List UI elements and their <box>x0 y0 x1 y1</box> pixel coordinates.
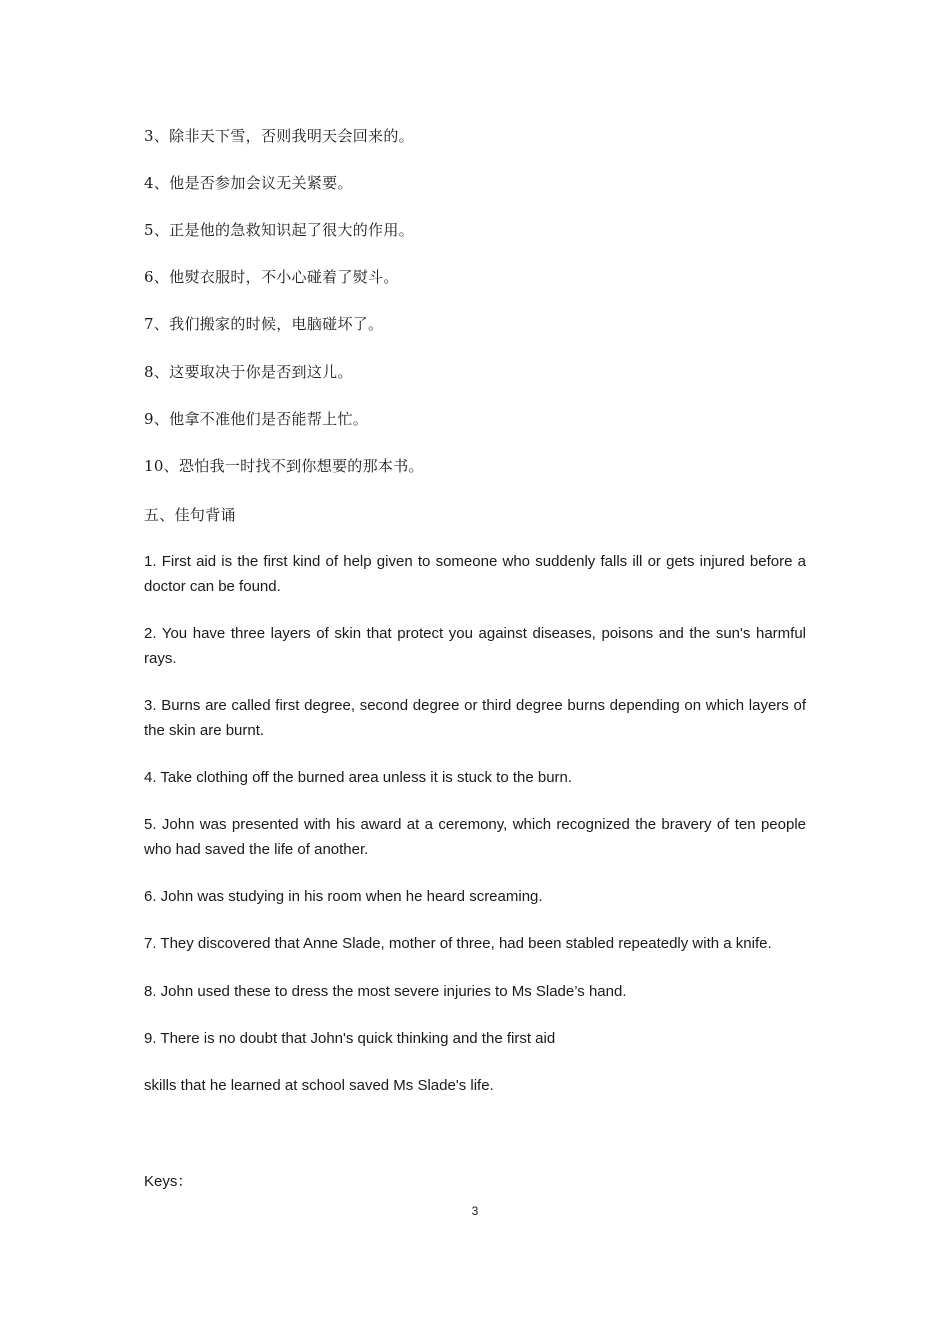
translation-item: 3、除非天下雪，否则我明天会回来的。 <box>144 127 414 145</box>
sentence-item: 6. John was studying in his room when he heard screaming. <box>144 888 543 905</box>
translation-item: 10、恐怕我一时找不到你想要的那本书。 <box>144 457 424 475</box>
sentence-item: 7. They discovered that Anne Slade, mother of three, had been stabled repeatedly with a knife. <box>144 935 772 952</box>
translation-item: 4、他是否参加会议无关紧要。 <box>144 174 353 192</box>
translation-item: 8、这要取决于你是否到这儿。 <box>144 363 353 381</box>
page-number: 3 <box>471 1204 479 1218</box>
sentence-item: skills that he learned at school saved Ms Slade's life. <box>144 1077 494 1094</box>
keys-label: Keys： <box>144 1173 193 1190</box>
translation-item: 5、正是他的急救知识起了很大的作用。 <box>144 221 414 239</box>
translation-item: 6、他熨衣服时，不小心碰着了熨斗。 <box>144 268 399 286</box>
sentence-item: 8. John used these to dress the most severe injuries to Ms Slade’s hand. <box>144 983 627 1000</box>
translation-item: 7、我们搬家的时候，电脑碰坏了。 <box>144 315 384 333</box>
sentence-item: 2. You have three layers of skin that protect you against diseases, poisons and the sun's harmful rays. <box>144 625 806 667</box>
sentence-item: 4. Take clothing off the burned area unless it is stuck to the burn. <box>144 769 573 786</box>
translation-item: 9、他拿不准他们是否能帮上忙。 <box>144 410 369 428</box>
sentence-item: 9. There is no doubt that John's quick thinking and the first aid <box>144 1030 556 1047</box>
sentence-item: 3. Burns are called first degree, second degree or third degree burns depending on which layers of the skin are burnt. <box>144 697 806 739</box>
section-heading: 五、佳句背诵 <box>144 506 236 524</box>
sentence-item: 5. John was presented with his award at a ceremony, which recognized the bravery of ten people who had saved the life of another. <box>144 816 806 858</box>
sentence-item: 1. First aid is the first kind of help given to someone who suddenly falls ill or gets injured before a doctor can be found. <box>144 553 806 595</box>
